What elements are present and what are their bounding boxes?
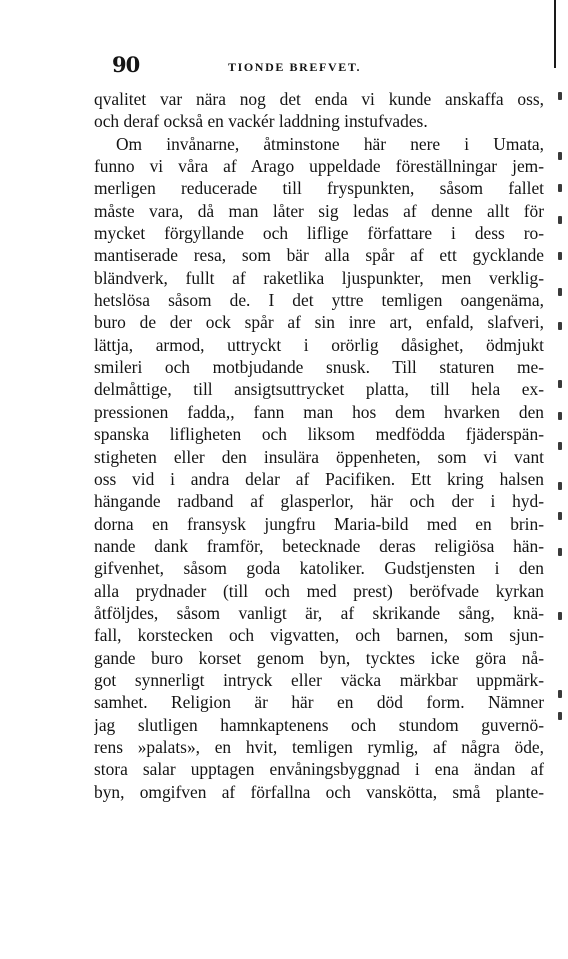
text-line: pressionen fadda,, fann man hos dem hvarken den <box>94 401 544 422</box>
running-head: TIONDE BREFVET. <box>228 60 362 74</box>
text-line: stigheten eller den insulära öppenheten, som vi vant <box>94 446 544 467</box>
text-line: delmåttige, till ansigtsuttrycket platta, till hela ex- <box>94 379 544 400</box>
text-line: mantiserade resa, som bär alla spår af ett gycklande <box>94 245 544 266</box>
text-line: alla prydnader (till och med prest) beröfvade kyrkan <box>94 580 544 601</box>
text-line: samhet. Religion är här en död form. Nämner <box>94 692 544 713</box>
page-edge-line <box>554 0 556 68</box>
text-line: got synnerligt intryck eller väcka märkbar uppmärk- <box>94 669 544 690</box>
text-line: oss vid i andra delar af Pacifiken. Ett kring halsen <box>94 468 544 489</box>
text-line: åtföljdes, såsom vanligt är, af skrikande sång, knä- <box>94 602 544 623</box>
text-line: fall, korstecken och vigvatten, och barnen, som sjun- <box>94 625 544 646</box>
text-line: måste vara, då man låter sig ledas af denne allt för <box>94 200 544 221</box>
text-line: dorna en fransysk jungfru Maria-bild med en brin- <box>94 513 544 534</box>
text-line: Om invånarne, åtminstone här nere i Umata, <box>116 133 544 154</box>
text-line: bländverk, fullt af raketlika ljuspunkter, men verklig- <box>94 267 544 288</box>
body-text <box>94 88 544 803</box>
text-line: buro de der ock spår af sin inre art, enfald, slafveri, <box>94 312 544 333</box>
text-line: funno vi våra af Arago uppeldade föreställningar jem- <box>94 156 544 177</box>
text-line: rens »palats», en hvit, temligen rymlig, af några öde, <box>94 736 544 757</box>
text-line: gande buro korset genom byn, tycktes icke göra nå- <box>94 647 544 668</box>
text-line: gifvenhet, såsom goda katoliker. Gudstjensten i den <box>94 558 544 579</box>
adjacent-page-edge-marks <box>558 92 568 792</box>
text-line: merligen reducerade till fryspunkten, såsom fallet <box>94 178 544 199</box>
page-header <box>112 52 542 78</box>
text-line: hängande radband af glasperlor, här och der i hyd- <box>94 491 544 512</box>
text-line: smileri och motbjudande snusk. Till staturen me- <box>94 357 544 378</box>
text-line: jag slutligen hamnkaptenens och stundom guvernö- <box>94 714 544 735</box>
text-line: stora salar upptagen envåningsbyggnad i ena ändan af <box>94 759 544 780</box>
text-line: qvalitet var nära nog det enda vi kunde anskaffa oss, <box>94 89 544 109</box>
text-line: mycket förgyllande och liflige författare i dess ro- <box>94 223 544 244</box>
text-line: nande dank framför, betecknade deras religiösa hän- <box>94 535 544 556</box>
text-line: lättja, armod, uttryckt i orörlig dåsighet, ödmjukt <box>94 334 544 355</box>
text-line: hetslösa såsom de. I det yttre temligen oangenäma, <box>94 290 544 311</box>
text-line: spanska lifligheten och liksom medfödda fjäderspän- <box>94 424 544 445</box>
text-line: byn, omgifven af förfallna och vanskötta, små plante- <box>94 781 544 802</box>
text-line: och deraf också en vackér laddning instufvades. <box>94 111 428 132</box>
page-number: 90 <box>112 52 140 77</box>
